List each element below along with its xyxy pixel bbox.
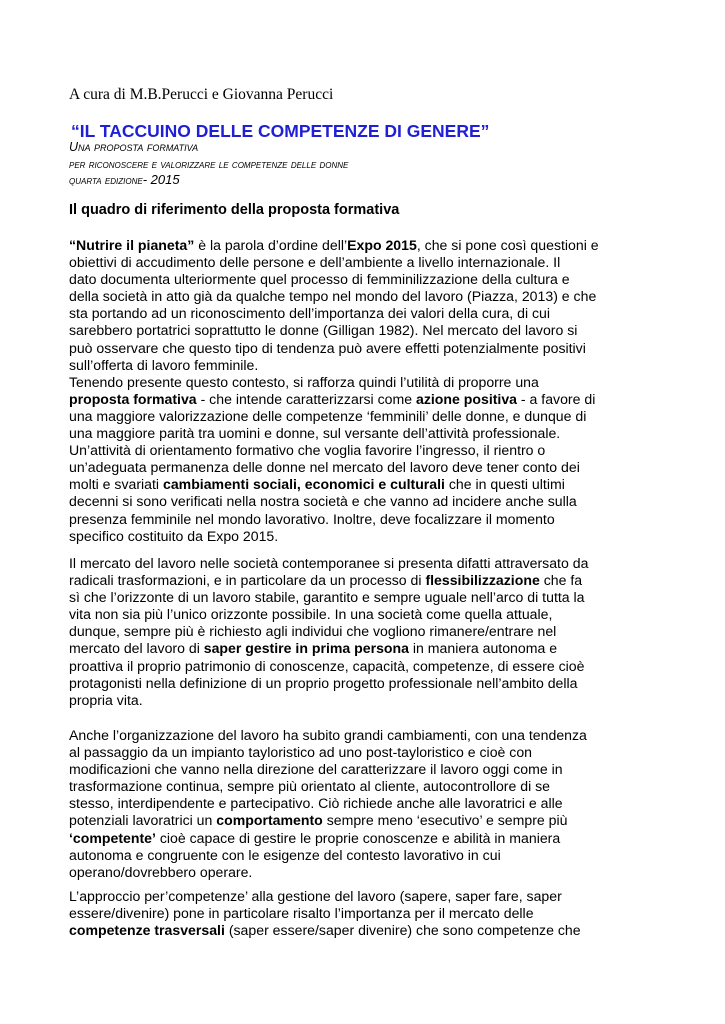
text-run: protagonisti nella definizione di un proprio progetto professionale nell’ambito della <box>69 674 578 691</box>
text-run: in maniera autonoma e <box>408 640 558 657</box>
text-line <box>69 374 629 391</box>
text-line <box>69 606 629 623</box>
text-line <box>69 476 629 493</box>
text-line <box>69 493 629 510</box>
text-run: è la parola d’ordine dell’ <box>194 237 348 253</box>
text-run: Il mercato del lavoro nelle società contemporanee si presenta difatti attraversato da <box>69 555 589 571</box>
bold-text: saper gestire in prima persona <box>203 640 409 657</box>
text-run: sempre meno ‘esecutivo’ e sempre più <box>322 812 568 829</box>
text-line <box>69 847 629 864</box>
text-line <box>69 254 629 271</box>
text-line <box>69 237 629 254</box>
text-run: dunque, sempre più è richiesto agli individui che vogliono rimanere/entrare nel <box>69 623 557 640</box>
text-line <box>69 692 629 709</box>
text-run: L’approccio per’competenze’ alla gestione del lavoro (sapere, saper fare, saper <box>69 888 562 904</box>
text-line <box>69 442 629 459</box>
text-line <box>69 589 629 606</box>
text-run: , che si pone così questioni e <box>416 237 599 253</box>
bold-text: Expo 2015 <box>347 237 417 253</box>
text-line <box>69 572 629 589</box>
text-line <box>69 888 629 905</box>
bold-text: competenze trasversali <box>69 922 225 939</box>
text-run: essere/divenire) pone in particolare risalto l’importanza per il mercato delle <box>69 905 534 922</box>
text-run: al passaggio da un impianto tayloristico ad uno post-tayloristico e cioè con <box>69 744 533 761</box>
text-run: stesso, interdipendente e partecipativo. Ciò richiede anche alle lavoratrici e alle <box>69 795 563 812</box>
text-run: cioè capace di gestire le proprie conoscenze e abilità in maniera <box>155 829 561 846</box>
text-run: una maggiore parità tra uomini e donne, sul versante dell’attività professionale. <box>69 425 561 442</box>
text-line <box>69 305 629 322</box>
section-heading: Il quadro di riferimento della proposta formativa <box>69 202 400 218</box>
text-line <box>69 640 629 657</box>
text-line <box>69 340 629 357</box>
text-run: propria vita. <box>69 691 143 708</box>
text-run: potenziali lavoratrici un <box>69 812 217 829</box>
text-run: che in questi ultimi <box>444 476 565 493</box>
text-line <box>69 357 629 374</box>
bold-text: “Nutrire il pianeta” <box>69 237 195 253</box>
text-run: decenni si sono verificati nella nostra società e che vanno ad incidere anche sulla <box>69 493 577 510</box>
text-run: - che intende caratterizzarsi come <box>196 390 416 407</box>
text-line <box>69 528 629 545</box>
text-line <box>69 288 629 305</box>
paragraph <box>69 555 629 709</box>
text-run: autonoma e congruente con le esigenze del contesto lavorativo in cui <box>69 846 501 863</box>
text-run: sull’offerta di lavoro femminile. <box>69 356 259 373</box>
text-run: dato documenta ulteriormente quel processo di femminilizzazione della cultura e <box>69 271 570 288</box>
text-run: può osservare che questo tipo di tendenza può avere effetti potenzialmente positivi <box>69 339 586 356</box>
bold-text: azione positiva <box>415 390 518 407</box>
text-run: una maggiore valorizzazione delle competenze ‘femminili’ delle donne, e dunque di <box>69 407 587 424</box>
edition-year: - 2015 <box>142 172 180 187</box>
paragraph <box>69 888 629 939</box>
text-run: Anche l’organizzazione del lavoro ha subito grandi cambiamenti, con una tendenza <box>69 727 587 743</box>
text-run: presenza femminile nel mondo lavorativo. Inoltre, deve focalizzare il momento <box>69 510 555 527</box>
text-line <box>69 778 629 795</box>
text-line <box>69 511 629 528</box>
text-run: Tenendo presente questo contesto, si rafforza quindi l’utilità di proporre una <box>69 373 539 390</box>
text-line <box>69 425 629 442</box>
text-line <box>69 459 629 476</box>
paragraph <box>69 237 629 545</box>
text-run: vita non sia più l’unico orizzonte possibile. In una società come quella attuale, <box>69 606 553 623</box>
text-line <box>69 391 629 408</box>
text-run: proattiva il proprio patrimonio di conoscenze, capacità, competenze, di essere cioè <box>69 657 585 674</box>
text-line <box>69 761 629 778</box>
text-run: che fa <box>539 572 583 589</box>
text-line <box>69 675 629 692</box>
bold-text: ‘competente’ <box>69 829 156 846</box>
text-line <box>69 744 629 761</box>
text-run: sì che l’orizzonte di un lavoro stabile, garantito e sempre uguale nell’arco di tutta la <box>69 589 585 606</box>
subtitle-purpose: per riconoscere e valorizzare le competenze delle donne <box>69 157 349 171</box>
subtitle-proposal: Una proposta formativa <box>69 140 199 154</box>
text-line <box>69 864 629 881</box>
text-line <box>69 812 629 829</box>
text-run: Un’attività di orientamento formativo che voglia favorire l’ingresso, il rientro o <box>69 442 546 459</box>
text-line <box>69 271 629 288</box>
text-line <box>69 727 629 744</box>
subtitle-edition <box>69 172 180 188</box>
text-line <box>69 795 629 812</box>
text-line <box>69 830 629 847</box>
text-run: della società in atto già da qualche tempo nel mondo del lavoro (Piazza, 2013) e che <box>69 288 597 305</box>
text-line <box>69 905 629 922</box>
text-run: trasformazione continua, sempre più orientato al cliente, autocontrollore di se <box>69 778 551 795</box>
text-line <box>69 922 629 939</box>
bold-text: proposta formativa <box>69 390 197 407</box>
text-line <box>69 322 629 339</box>
authors-line: A cura di M.B.Perucci e Giovanna Perucci <box>69 86 334 103</box>
text-line <box>69 555 629 572</box>
text-run: modificazioni che vanno nella direzione del caratterizzare il lavoro oggi come in <box>69 761 563 778</box>
text-run: mercato del lavoro di <box>69 640 204 657</box>
text-line <box>69 623 629 640</box>
text-run: - a favore di <box>517 390 596 407</box>
text-run: un’adeguata permanenza delle donne nel mercato del lavoro deve tener conto dei <box>69 459 580 476</box>
paragraph <box>69 727 629 881</box>
text-run: sta portando ad un riconoscimento dell’importanza dei valori della cura, di cui <box>69 305 551 322</box>
bold-text: comportamento <box>216 812 323 829</box>
text-run: sarebbero portatrici soprattutto le donne (Gilligan 1982). Nel mercato del lavoro si <box>69 322 578 339</box>
text-line <box>69 658 629 675</box>
text-run: operano/dovrebbero operare. <box>69 863 253 880</box>
bold-text: flessibilizzazione <box>425 572 540 589</box>
text-run: specifico costituito da Expo 2015. <box>69 527 279 544</box>
text-run: obiettivi di accudimento delle persone e dell’ambiente a livello internazionale. Il <box>69 254 561 271</box>
text-run: molti e svariati <box>69 476 163 493</box>
edition-label: quarta edizione <box>69 173 143 187</box>
document-title: “IL TACCUINO DELLE COMPETENZE DI GENERE” <box>71 121 490 141</box>
text-line <box>69 408 629 425</box>
bold-text: cambiamenti sociali, economici e culturali <box>162 476 445 493</box>
text-run: radicali trasformazioni, e in particolare da un processo di <box>69 572 426 589</box>
text-run: (saper essere/saper divenire) che sono competenze che <box>224 922 581 939</box>
